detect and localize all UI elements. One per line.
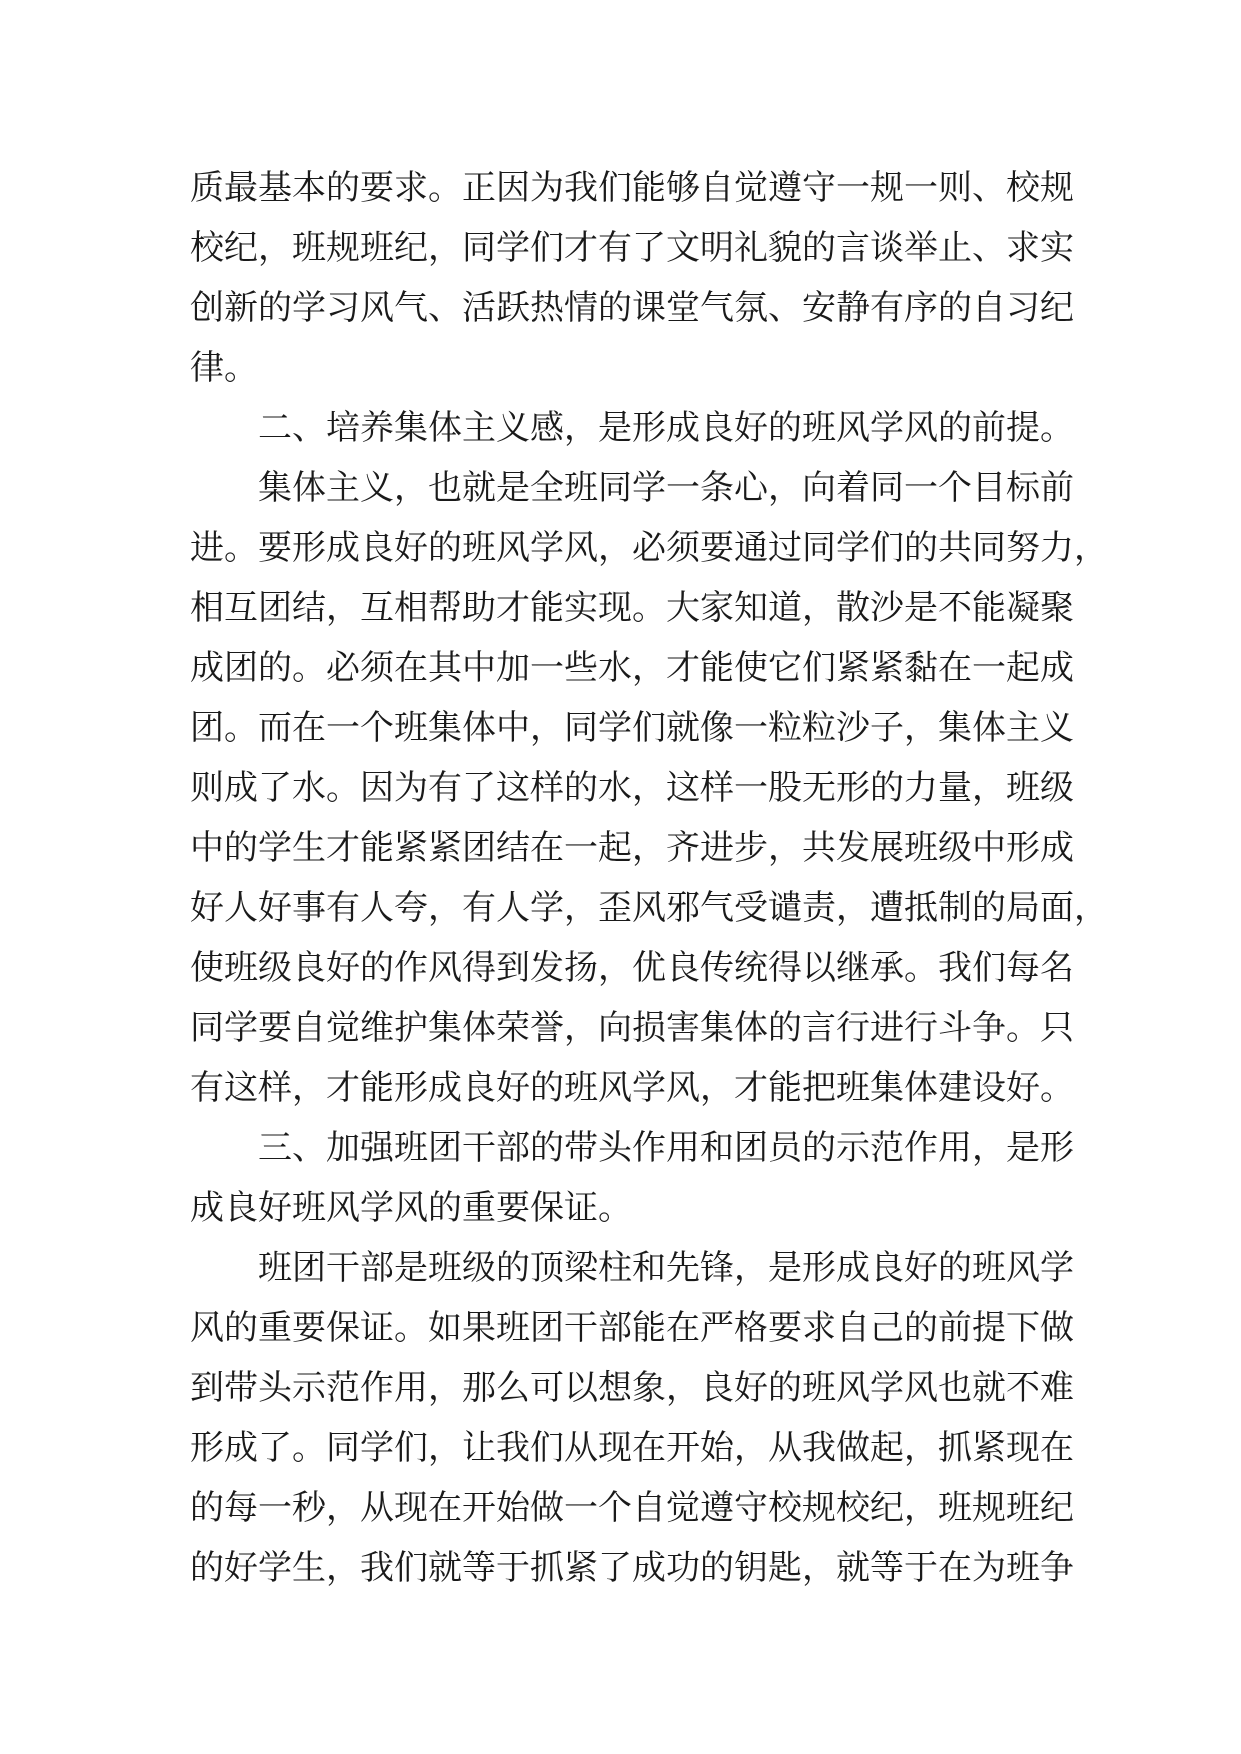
text-line: 团。而在一个班集体中，同学们就像一粒粒沙子，集体主义 (190, 708, 1074, 748)
text-line: 中的学生才能紧紧团结在一起，齐进步，共发展班级中形成 (190, 828, 1074, 868)
section-heading-3: 三、加强班团干部的带头作用和团员的示范作用，是形 (258, 1128, 1074, 1168)
section-heading-2: 二、培养集体主义感，是形成良好的班风学风的前提。 (258, 408, 1074, 448)
text-line: 则成了水。因为有了这样的水，这样一股无形的力量，班级 (190, 768, 1074, 808)
text-line: 形成了。同学们，让我们从现在开始，从我做起，抓紧现在 (190, 1428, 1074, 1468)
text-line: 的好学生，我们就等于抓紧了成功的钥匙，就等于在为班争 (190, 1548, 1074, 1588)
text-line: 质最基本的要求。正因为我们能够自觉遵守一规一则、校规 (190, 168, 1074, 208)
text-line: 使班级良好的作风得到发扬，优良传统得以继承。我们每名 (190, 948, 1074, 988)
text-line: 成良好班风学风的重要保证。 (190, 1188, 632, 1228)
text-line: 成团的。必须在其中加一些水，才能使它们紧紧黏在一起成 (190, 648, 1074, 688)
text-line: 进。要形成良好的班风学风，必须要通过同学们的共同努力， (190, 528, 1108, 568)
text-line: 同学要自觉维护集体荣誉，向损害集体的言行进行斗争。只 (190, 1008, 1074, 1048)
text-line: 班团干部是班级的顶梁柱和先锋，是形成良好的班风学 (258, 1248, 1074, 1288)
text-line: 相互团结，互相帮助才能实现。大家知道，散沙是不能凝聚 (190, 588, 1074, 628)
text-line: 创新的学习风气、活跃热情的课堂气氛、安静有序的自习纪 (190, 288, 1074, 328)
text-line: 的每一秒，从现在开始做一个自觉遵守校规校纪，班规班纪 (190, 1488, 1074, 1528)
text-line: 风的重要保证。如果班团干部能在严格要求自己的前提下做 (190, 1308, 1074, 1348)
text-line: 律。 (190, 348, 258, 388)
text-line: 好人好事有人夸，有人学，歪风邪气受谴责，遭抵制的局面， (190, 888, 1108, 928)
text-line: 校纪，班规班纪，同学们才有了文明礼貌的言谈举止、求实 (190, 228, 1074, 268)
text-line: 到带头示范作用，那么可以想象，良好的班风学风也就不难 (190, 1368, 1074, 1408)
text-line: 有这样，才能形成良好的班风学风，才能把班集体建设好。 (190, 1068, 1074, 1108)
text-line: 集体主义，也就是全班同学一条心，向着同一个目标前 (258, 468, 1074, 508)
body-text (190, 158, 1108, 1598)
